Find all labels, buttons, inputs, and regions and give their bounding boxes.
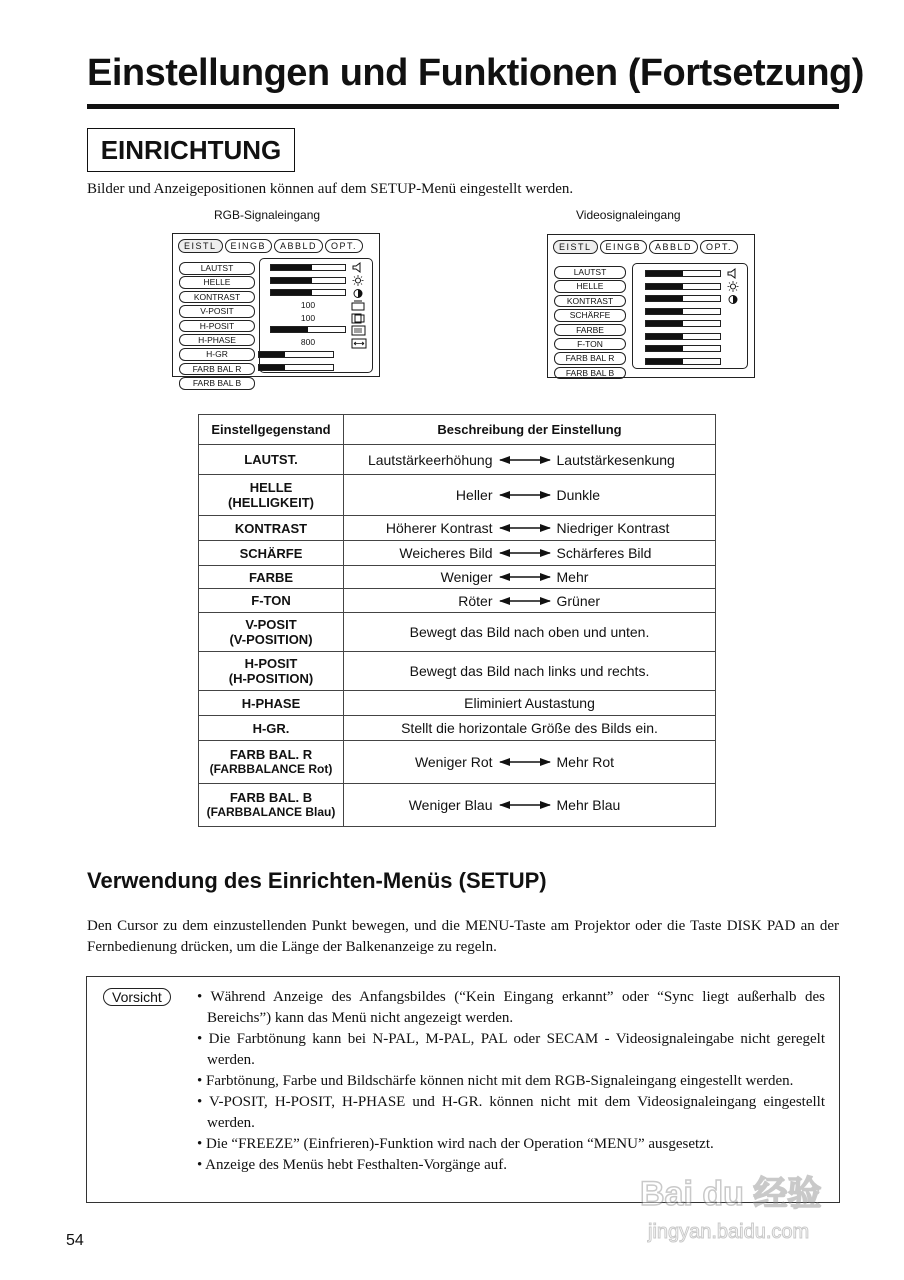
- range-right: Dunkle: [556, 487, 601, 503]
- menu-item-farb-bal-b[interactable]: FARB BAL B: [554, 367, 626, 380]
- setting-name-sub: (V-POSITION): [229, 632, 313, 647]
- volume-bar[interactable]: [645, 270, 721, 277]
- menu-item-helle[interactable]: HELLE: [179, 276, 255, 289]
- watermark-url: jingyan.baidu.com: [648, 1221, 810, 1243]
- menu-item-lautst[interactable]: LAUTST: [554, 266, 626, 279]
- rgb-setup-menu: [172, 233, 380, 389]
- tab-opt[interactable]: OPT.: [325, 239, 363, 253]
- setting-name: KONTRAST: [199, 516, 344, 541]
- page-title: Einstellungen und Funktionen (Fortsetzung): [87, 52, 864, 94]
- range-right: Mehr: [556, 569, 589, 585]
- color-balance-blue-bar[interactable]: [645, 358, 721, 365]
- setting-name-main: V-POSIT: [245, 617, 297, 632]
- setting-name: LAUTST.: [199, 445, 344, 475]
- rgb-menu-tabs: [178, 239, 363, 253]
- setting-name-sub: (FARBBALANCE Rot): [209, 762, 333, 776]
- list-item: • Anzeige des Menüs hebt Festhalten-Vorgänge auf.: [197, 1157, 508, 1173]
- video-setup-menu: [547, 234, 755, 378]
- setting-description: [344, 445, 716, 475]
- subsection-title: Verwendung des Einrichten-Menüs (SETUP): [87, 868, 547, 893]
- double-arrow-icon: [499, 455, 551, 465]
- v-posit-value: 100: [300, 300, 316, 310]
- contrast-icon: [727, 294, 739, 305]
- tab-opt[interactable]: OPT.: [700, 240, 738, 254]
- menu-item-kontrast[interactable]: KONTRAST: [554, 295, 626, 308]
- header-description: Beschreibung der Einstellung: [344, 415, 716, 445]
- double-arrow-icon: [499, 596, 551, 606]
- menu-item-farbe[interactable]: FARBE: [554, 324, 626, 337]
- brightness-bar[interactable]: [645, 283, 721, 290]
- sun-icon: [727, 281, 739, 292]
- table-row: [199, 475, 716, 516]
- video-menu-tabs: [553, 240, 738, 254]
- range-left: Weniger Rot: [414, 754, 493, 770]
- range-right: Mehr Blau: [556, 797, 621, 813]
- h-position-icon: [351, 313, 365, 324]
- video-menu-items: [554, 266, 626, 381]
- table-row: [199, 741, 716, 784]
- double-arrow-icon: [499, 548, 551, 558]
- volume-bar[interactable]: [270, 264, 346, 271]
- contrast-bar[interactable]: [645, 295, 721, 302]
- menu-item-farb-bal-r[interactable]: FARB BAL R: [554, 352, 626, 365]
- table-row: [199, 566, 716, 589]
- setting-description: [344, 516, 716, 541]
- v-position-icon: [351, 300, 365, 311]
- color-bar[interactable]: [645, 320, 721, 327]
- list-item: • Die Farbtönung kann bei N-PAL, M-PAL, PAL oder SECAM - Videosignaleingabe nicht geregelt werden.: [197, 1031, 825, 1068]
- caution-label: Vorsicht: [103, 988, 171, 1006]
- brightness-bar[interactable]: [270, 277, 346, 284]
- tab-eingb[interactable]: EINGB: [600, 240, 648, 254]
- setting-name: [199, 613, 344, 652]
- setting-name: H-GR.: [199, 716, 344, 741]
- double-arrow-icon: [499, 572, 551, 582]
- menu-item-h-posit[interactable]: H-POSIT: [179, 320, 255, 333]
- tab-eistl[interactable]: EISTL: [553, 240, 598, 254]
- table-row: [199, 445, 716, 475]
- list-item: • V-POSIT, H-POSIT, H-PHASE und H-GR. können nicht mit dem Videosignaleingang eingestellt werden.: [197, 1094, 825, 1131]
- baidu-jingyan-watermark: [600, 1160, 850, 1250]
- tint-bar[interactable]: [645, 333, 721, 340]
- menu-item-lautst[interactable]: LAUTST: [179, 262, 255, 275]
- table-row: [199, 541, 716, 566]
- menu-item-h-phase[interactable]: H-PHASE: [179, 334, 255, 347]
- tab-abbld[interactable]: ABBLD: [649, 240, 698, 254]
- setting-name: SCHÄRFE: [199, 541, 344, 566]
- table-row: [199, 516, 716, 541]
- setting-description: [344, 784, 716, 827]
- h-phase-bar[interactable]: [270, 326, 346, 333]
- tab-eingb[interactable]: EINGB: [225, 239, 273, 253]
- contrast-bar[interactable]: [270, 289, 346, 296]
- setting-name-sub: (FARBBALANCE Blau): [206, 805, 336, 819]
- range-left: Weicheres Bild: [399, 545, 493, 561]
- header-item: Einstellgegenstand: [199, 415, 344, 445]
- rgb-menu-items: [179, 262, 255, 392]
- menu-item-schaerfe[interactable]: SCHÄRFE: [554, 309, 626, 322]
- setting-description: [344, 741, 716, 784]
- table-row: [199, 652, 716, 691]
- setting-description: [344, 475, 716, 516]
- h-size-icon: [351, 338, 367, 349]
- setting-name: [199, 784, 344, 827]
- setting-name: [199, 475, 344, 516]
- table-row: [199, 784, 716, 827]
- setting-name: FARBE: [199, 566, 344, 589]
- menu-item-farb-bal-b[interactable]: FARB BAL B: [179, 377, 255, 390]
- double-arrow-icon: [499, 523, 551, 533]
- menu-item-v-posit[interactable]: V-POSIT: [179, 305, 255, 318]
- range-right: Mehr Rot: [556, 754, 615, 770]
- h-gr-value: 800: [300, 337, 316, 347]
- list-item: • Farbtönung, Farbe und Bildschärfe können nicht mit dem RGB-Signaleingang eingestellt werden.: [197, 1073, 794, 1089]
- table-row: [199, 613, 716, 652]
- contrast-icon: [352, 288, 364, 299]
- table-row: [199, 691, 716, 716]
- sharpness-bar[interactable]: [645, 308, 721, 315]
- range-left: Röter: [458, 592, 493, 609]
- setting-description: Bewegt das Bild nach oben und unten.: [344, 613, 716, 652]
- video-value-panel: [632, 263, 748, 369]
- title-rule: [87, 104, 839, 109]
- tab-eistl[interactable]: EISTL: [178, 239, 223, 253]
- range-right: Lautstärkesenkung: [556, 451, 675, 468]
- setting-name: F-TON: [199, 589, 344, 613]
- menu-item-helle[interactable]: HELLE: [554, 280, 626, 293]
- h-phase-icon: [351, 325, 366, 336]
- settings-table: [198, 414, 716, 827]
- speaker-icon: [352, 262, 364, 273]
- setting-name-main: FARB BAL. B: [229, 790, 313, 805]
- table-row: [199, 716, 716, 741]
- caution-list: [197, 987, 825, 1176]
- range-left: Heller: [455, 487, 493, 503]
- menu-item-h-gr[interactable]: H-GR: [179, 348, 255, 361]
- list-item: • Die “FREEZE” (Einfrieren)-Funktion wird nach der Operation “MENU” ausgesetzt.: [197, 1136, 714, 1152]
- list-item: • Während Anzeige des Anfangsbildes (“Kein Eingang erkannt” oder “Sync liegt außerhalb des Bereichs”) kann das Menü nicht angezeigt werden.: [197, 989, 825, 1026]
- double-arrow-icon: [499, 490, 551, 500]
- setting-name-main: H-POSIT: [244, 656, 298, 671]
- table-row: [199, 589, 716, 613]
- video-menu-caption: Videosignaleingang: [576, 208, 681, 222]
- intro-text: Bilder und Anzeigepositionen können auf dem SETUP-Menü eingestellt werden.: [87, 181, 574, 197]
- range-right: Grüner: [556, 592, 601, 609]
- setting-description: Stellt die horizontale Größe des Bilds ein.: [344, 716, 716, 741]
- setting-name-main: HELLE: [249, 480, 293, 495]
- setting-name-sub: (HELLIGKEIT): [228, 495, 314, 510]
- range-right: Niedriger Kontrast: [556, 520, 670, 536]
- range-left: Höherer Kontrast: [385, 520, 493, 536]
- sun-icon: [352, 275, 364, 286]
- setting-description: Eliminiert Austastung: [344, 691, 716, 716]
- double-arrow-icon: [499, 757, 551, 767]
- setting-name: H-PHASE: [199, 691, 344, 716]
- setting-name-sub: (H-POSITION): [228, 671, 314, 686]
- menu-item-farb-bal-r[interactable]: FARB BAL R: [179, 363, 255, 376]
- menu-item-kontrast[interactable]: KONTRAST: [179, 291, 255, 304]
- rgb-value-panel: [259, 258, 373, 373]
- setting-description: [344, 566, 716, 589]
- rgb-menu-caption: RGB-Signaleingang: [214, 208, 321, 222]
- page-number: 54: [66, 1232, 84, 1249]
- watermark-brand: Bai du 经验: [640, 1175, 822, 1213]
- setting-description: Bewegt das Bild nach links und rechts.: [344, 652, 716, 691]
- body-text: Den Cursor zu dem einzustellenden Punkt bewegen, und die MENU-Taste am Projektor oder die Taste DISK PAD an der Fernbedienung drücken, um die Länge der Balkenanzeige zu regeln.: [87, 918, 839, 955]
- tab-abbld[interactable]: ABBLD: [274, 239, 323, 253]
- h-posit-value: 100: [300, 312, 316, 323]
- double-arrow-icon: [499, 800, 551, 810]
- setting-name: [199, 741, 344, 784]
- menu-item-f-ton[interactable]: F-TON: [554, 338, 626, 351]
- range-left: Weniger Blau: [408, 797, 493, 813]
- range-left: Weniger: [440, 569, 493, 585]
- setting-name-main: FARB BAL. R: [229, 747, 313, 762]
- table-header-row: [199, 415, 716, 445]
- setting-description: [344, 541, 716, 566]
- color-balance-blue-bar[interactable]: [258, 364, 334, 371]
- range-right: Schärferes Bild: [556, 545, 652, 561]
- speaker-icon: [727, 268, 739, 279]
- section-title: EINRICHTUNG: [87, 128, 295, 172]
- setting-name: [199, 652, 344, 691]
- color-balance-red-bar[interactable]: [645, 345, 721, 352]
- setting-description: [344, 589, 716, 613]
- range-left: Lautstärkeerhöhung: [367, 451, 493, 468]
- color-balance-red-bar[interactable]: [258, 351, 334, 358]
